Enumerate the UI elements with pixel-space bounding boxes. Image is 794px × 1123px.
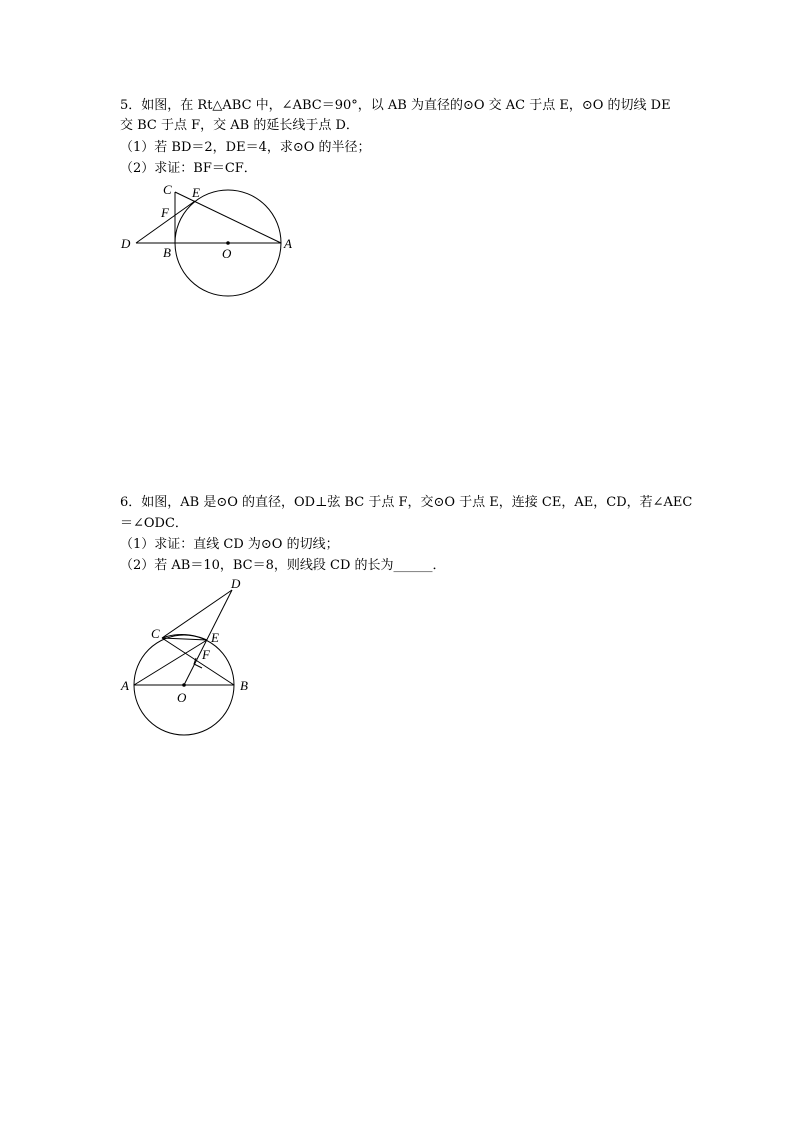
p5-label-d: D [121, 236, 131, 251]
p6-label-d: D [231, 576, 241, 591]
p6-label-o: O [177, 690, 187, 705]
p5-label-f: F [161, 205, 169, 220]
problem6-statement-line1: 6．如图，AB 是⊙O 的直径，OD⊥弦 BC 于点 F，交⊙O 于点 E，连接 CE，AE，CD，若∠AEC [120, 495, 693, 510]
p6-label-f: F [202, 647, 210, 662]
problem5-statement-line1: 5．如图，在 Rt△ABC 中，∠ABC＝90°，以 AB 为直径的⊙O 交 AC 于点 E，⊙O 的切线 DE [120, 98, 671, 113]
p5-label-o: O [222, 246, 232, 261]
p5-label-b: B [163, 245, 171, 260]
problem5-question1: （1）若 BD＝2，DE＝4，求⊙O 的半径； [120, 140, 371, 155]
problem6-question2: （2）若 AB＝10，BC＝8，则线段 CD 的长为______． [120, 558, 446, 573]
p6-segment-ce [162, 638, 207, 640]
p6-label-b: B [240, 678, 248, 693]
p6-label-a: A [121, 678, 129, 693]
problem5-statement-line2: 交 BC 于点 F，交 AB 的延长线于点 D． [120, 118, 359, 133]
p6-label-e: E [211, 630, 219, 645]
p6-segment-od [184, 590, 232, 685]
p5-label-c: C [163, 182, 172, 197]
p6-segment-cd [162, 590, 232, 638]
problem6-statement-line2: ＝∠ODC． [120, 516, 188, 531]
problem5-question2: （2）求证：BF＝CF． [120, 161, 257, 176]
p6-point-o [182, 683, 186, 687]
problem6-question1: （1）求证：直线 CD 为⊙O 的切线； [120, 537, 339, 552]
p6-segment-ae [134, 640, 207, 685]
p5-label-a: A [284, 236, 292, 251]
p6-label-c: C [151, 626, 160, 641]
p5-label-e: E [192, 185, 200, 200]
